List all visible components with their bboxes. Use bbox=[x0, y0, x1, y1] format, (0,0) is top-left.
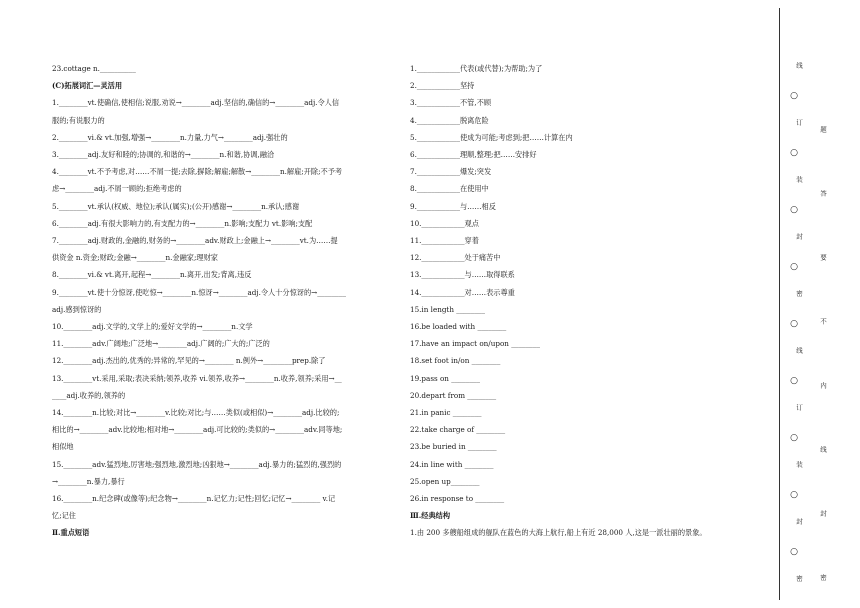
left-column-line: 16.________n.纪念碑(或像等);纪念物→________n.记忆力;记性;回忆;记忆→________ v.记 bbox=[52, 494, 336, 504]
gutter-label: 内 bbox=[819, 382, 827, 389]
right-column-line: 16.be loaded with ________ bbox=[410, 322, 507, 332]
left-column-line: 虑→________adj.不屑一顾的;拒绝考虑的 bbox=[52, 184, 182, 194]
left-column-line: 1.________vt.使确信,使相信;说服,劝说→________adj.坚信的,确信的→________adj.令人信 bbox=[52, 98, 340, 108]
right-column-line: 12.____________处于痛苦中 bbox=[410, 253, 501, 263]
right-column-line: 5.____________使成为可能;考虑到;把……计算在内 bbox=[410, 132, 573, 142]
right-column-line: 19.pass on ________ bbox=[410, 373, 480, 383]
gutter-mark: ○ bbox=[790, 147, 798, 158]
gutter-mark: 订 bbox=[795, 404, 803, 411]
right-column-line: 18.set foot in/on ________ bbox=[410, 356, 501, 366]
left-column-line: 23.cottage n.__________ bbox=[52, 64, 136, 73]
right-column-line: 23.be buried in ________ bbox=[410, 442, 497, 452]
gutter-mark: ○ bbox=[790, 90, 798, 101]
gutter-mark: 线 bbox=[795, 62, 803, 69]
gutter-mark: 订 bbox=[795, 119, 803, 126]
left-column bbox=[52, 60, 387, 542]
gutter-mark: ○ bbox=[790, 261, 798, 272]
left-column-line: 服的;有说服力的 bbox=[52, 115, 105, 125]
left-column-line: Ⅱ.重点短语 bbox=[52, 528, 90, 538]
right-column-line: 21.in panic ________ bbox=[410, 408, 482, 418]
right-column-line: 13.____________与……取得联系 bbox=[410, 270, 515, 280]
gutter-mark: 密 bbox=[795, 290, 803, 297]
right-column-line: 17.have an impact on/upon ________ bbox=[410, 339, 540, 349]
left-column-line: (C)拓展词汇—灵活用 bbox=[52, 81, 123, 91]
right-column-line: 14.____________对……表示尊重 bbox=[410, 287, 515, 297]
gutter-label: 不 bbox=[819, 318, 827, 325]
left-column-line: 11.________adv.广阔地;广泛地→________adj.广阔的;广大的;广泛的 bbox=[52, 339, 270, 349]
gutter-mark: ○ bbox=[790, 318, 798, 329]
left-column-line: 15.________adv.猛烈地,厉害地;强烈地,激烈地;凶狠地→________adj.暴力的;猛烈的,强烈的 bbox=[52, 459, 342, 469]
gutter-mark: ○ bbox=[790, 204, 798, 215]
gutter-mark: 装 bbox=[795, 176, 803, 183]
right-column bbox=[410, 60, 755, 542]
gutter-label: 答 bbox=[819, 190, 827, 197]
left-column-line: 8.________vi.& vt.离开,起程→________n.离开,出发;背离,违反 bbox=[52, 270, 252, 280]
gutter-mark: 封 bbox=[795, 233, 803, 240]
left-column-line: 供资金 n.资金;财政;金融→________n.金融家;理财家 bbox=[52, 253, 218, 263]
left-column-line: 忆;记住 bbox=[52, 511, 76, 521]
gutter-label: 题 bbox=[819, 126, 827, 133]
right-column-line: 22.take charge of ________ bbox=[410, 425, 506, 435]
right-column-line: 6.____________理顺,整理;把……安排好 bbox=[410, 150, 537, 160]
left-column-line: 4.________vt.不予考虑,对……不屑一提;去除,摒除;解雇;解散→________n.解雇;开除;不予考 bbox=[52, 167, 343, 177]
left-column-line: 7.________adj.财政的,金融的,财务的→________adv.财政上;金融上→________vt.为……提 bbox=[52, 236, 338, 246]
right-column-line: 1.由 200 多艘船组成的舰队在蓝色的大海上航行,船上有近 28,000 人,这是一派壮丽的景象。 bbox=[410, 528, 707, 538]
gutter-label: 封 bbox=[819, 510, 827, 517]
left-column-line: 2.________vi.& vt.加强,增强→________n.力量,力气→________adj.强壮的 bbox=[52, 132, 288, 142]
gutter-mark: 密 bbox=[795, 575, 803, 582]
left-column-line: 14.________n.比较;对比→________v.比较;对比;与……类似(或相似)→________adj.比较的; bbox=[52, 408, 340, 418]
gutter-label: 要 bbox=[819, 254, 827, 261]
left-column-line: 3.________adj.友好和睦的;协调的,和谐的→________n.和谐,协调,融洽 bbox=[52, 150, 275, 160]
left-column-line: adj.感到惊讶的 bbox=[52, 304, 102, 314]
left-column-line: ____adj.收养的,领养的 bbox=[52, 390, 126, 400]
right-column-line: 4.____________脱离危险 bbox=[410, 115, 489, 125]
left-column-line: →________n.暴力,暴行 bbox=[52, 476, 125, 486]
gutter-label: 密 bbox=[819, 574, 827, 581]
right-column-line: 3.____________不管,不顾 bbox=[410, 98, 492, 108]
gutter-mark: 封 bbox=[795, 518, 803, 525]
left-column-line: 10.________adj.文学的,文学上的;爱好文学的→________n.文学 bbox=[52, 322, 253, 332]
right-column-line: Ⅲ.经典结构 bbox=[410, 511, 451, 521]
gutter-mark: ○ bbox=[790, 489, 798, 500]
right-column-line: 8.____________在使用中 bbox=[410, 184, 489, 194]
right-column-line: 11.____________穿着 bbox=[410, 236, 479, 246]
binding-rail bbox=[779, 8, 780, 600]
right-column-line: 20.depart from ________ bbox=[410, 390, 497, 400]
gutter-mark: 装 bbox=[795, 461, 803, 468]
right-column-line: 15.in length ________ bbox=[410, 304, 485, 314]
gutter-mark: ○ bbox=[790, 375, 798, 386]
left-column-line: 13.________vt.采用,采取;表决采纳;领养,收养 vi.领养,收养→________n.收养,领养;采用→__ bbox=[52, 373, 342, 383]
right-column-line: 9.____________与……相反 bbox=[410, 201, 496, 211]
left-column-line: 相似地 bbox=[52, 442, 74, 452]
gutter-mark: ○ bbox=[790, 546, 798, 557]
left-column-line: 5.________vt.承认(权威、地位);承认(属实);(公开)感谢→________n.承认;感谢 bbox=[52, 201, 300, 211]
right-column-line: 26.in response to ________ bbox=[410, 494, 505, 504]
left-column-line: 9.________vt.使十分惊讶,使吃惊→________n.惊讶→________adj.令人十分惊讶的→________ bbox=[52, 287, 346, 297]
right-column-line: 24.in line with ________ bbox=[410, 459, 494, 469]
right-column-line: 7.____________爆发;突发 bbox=[410, 167, 492, 177]
gutter-mark: 线 bbox=[795, 347, 803, 354]
gutter-label: 线 bbox=[819, 446, 827, 453]
gutter-mark: ○ bbox=[790, 432, 798, 443]
right-column-line: 2.____________坚持 bbox=[410, 81, 475, 91]
left-column-line: 6.________adj.有很大影响力的,有支配力的→________n.影响;支配力 vt.影响;支配 bbox=[52, 218, 313, 228]
left-column-line: 相比的→________adv.比较地;相对地→________adj.可比较的;类似的→________adv.同等地; bbox=[52, 425, 343, 435]
right-column-line: 1.____________代表(或代替);为帮助;为了 bbox=[410, 64, 543, 73]
left-column-line: 12.________adj.杰出的,优秀的;异常的,罕见的→________ n.例外→________prep.除了 bbox=[52, 356, 326, 366]
right-column-line: 10.____________观点 bbox=[410, 218, 479, 228]
right-column-line: 25.open up________ bbox=[410, 476, 480, 486]
